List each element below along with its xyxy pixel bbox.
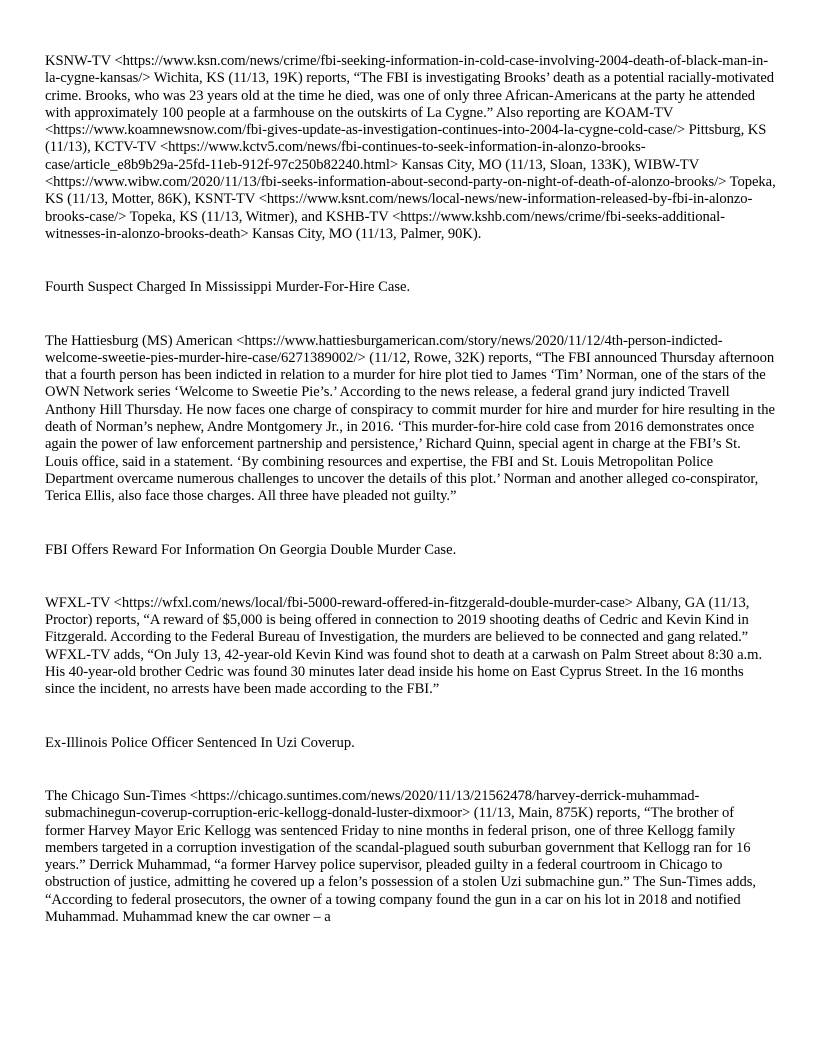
- paragraph-spacer: [45, 243, 776, 279]
- headline-spacer: [45, 559, 776, 595]
- hattiesburg-article-paragraph: The Hattiesburg (MS) American <https://www.hattiesburgamerican.com/story/news/2020/11/12/4th-person-indicted-welcome-sweetie-pies-murder-hire-case/6271389002/> (11/12, Rowe, 32K) reports, “The FBI announced Thursday afternoon that a fourth person has been indicted in relation to a murder for hire plot tied to James ‘Tim’ Norman, one of the stars of the OWN Network series ‘Welcome to Sweetie Pie’s.’ According to the news release, a federal grand jury indicted Travell Anthony Hill Thursday. He now faces one charge of conspiracy to commit murder for hire and murder for hire resulting in the death of Norman’s nephew, Andre Montgomery Jr., in 2016. ‘This murder-for-hire cold case from 2016 demonstrates once again the power of law enforcement partnership and persistence,’ Richard Quinn, special agent in charge at the FBI’s St. Louis office, said in a statement. ‘By combining resources and expertise, the FBI and St. Louis Metropolitan Police Department overcame numerous challenges to uncover the details of this plot.’ Norman and another alleged co-conspirator, Terica Ellis, also face those charges. All three have pleaded not guilty.”: [45, 332, 775, 505]
- ksnw-article-paragraph: KSNW-TV <https://www.ksn.com/news/crime/fbi-seeking-information-in-cold-case-involving-2004-death-of-black-man-in-la-cygne-kansas/> Wichita, KS (11/13, 19K) reports, “The FBI is investigating Brooks’ death as a potential racially-motivated crime. Brooks, who was 23 years old at the time he died, was one of only three African-Americans at the party he attended with approximately 100 people at a farmhouse on the outskirts of La Cygne.” Also reporting are KOAM-TV <https://www.koamnewsnow.com/fbi-gives-update-as-investigation-continues-into-2004-la-cygne-cold-case/> Pittsburg, KS (11/13), KCTV-TV <https://www.kctv5.com/news/fbi-continues-to-seek-information-in-alonzo-brooks-case/article_e8b9b29a-25fd-11eb-912f-97c250b82240.html> Kansas City, MO (11/13, Sloan, 133K), WIBW-TV <https://www.wibw.com/2020/11/13/fbi-seeks-information-about-second-party-on-night-of-death-of-alonzo-brooks/> Topeka, KS (11/13, Motter, 86K), KSNT-TV <https://www.ksnt.com/news/local-news/new-information-released-by-fbi-in-alonzo-brooks-case/> Topeka, KS (11/13, Witmer), and KSHB-TV <https://www.kshb.com/news/crime/fbi-seeks-additional-witnesses-in-alonzo-brooks-death> Kansas City, MO (11/13, Palmer, 90K).: [45, 53, 776, 242]
- headline-georgia-double-murder: FBI Offers Reward For Information On Georgia Double Murder Case.: [45, 541, 457, 558]
- headline-spacer: [45, 752, 776, 788]
- paragraph-spacer: [45, 699, 776, 735]
- paragraph-spacer: [45, 506, 776, 542]
- sun-times-article-paragraph: The Chicago Sun-Times <https://chicago.suntimes.com/news/2020/11/13/21562478/harvey-derrick-muhammad-submachinegun-coverup-corruption-eric-kellogg-donald-luster-dixmoor> (11/13, Main, 875K) reports, “The brother of former Harvey Mayor Eric Kellogg was sentenced Friday to nine months in federal prison, one of three Kellogg family members targeted in a corruption investigation of the scandal-plagued south suburban government that Kellogg ran for 16 years.” Derrick Muhammad, “a former Harvey police supervisor, pleaded guilty in a federal courtroom in Chicago to obstruction of justice, admitting he covered up a felon’s possession of a stolen Uzi submachine gun.” The Sun-Times adds, “According to federal prosecutors, the owner of a towing company found the gun in a car on his lot in 2018 and notified Muhammad. Muhammad knew the car owner – a: [45, 787, 756, 925]
- headline-illinois-uzi-coverup: Ex-Illinois Police Officer Sentenced In Uzi Coverup.: [45, 734, 355, 751]
- document-page: [45, 53, 776, 926]
- headline-spacer: [45, 297, 776, 333]
- headline-mississippi-murder-for-hire: Fourth Suspect Charged In Mississippi Murder-For-Hire Case.: [45, 279, 411, 296]
- wfxl-article-paragraph: WFXL-TV <https://wfxl.com/news/local/fbi-5000-reward-offered-in-fitzgerald-double-murder-case> Albany, GA (11/13, Proctor) reports, “A reward of $5,000 is being offered in connection to 2019 shooting deaths of Cedric and Kevin Kind in Fitzgerald. According to the Federal Bureau of Investigation, the murders are believed to be connected and gang related.” WFXL-TV adds, “On July 13, 42-year-old Kevin Kind was found shot to death at a carwash on Palm Street about 8:30 a.m. His 40-year-old brother Cedric was found 30 minutes later dead inside his home on East Cyprus Street. In the 16 months since the incident, no arrests have been made according to the FBI.”: [45, 594, 763, 698]
